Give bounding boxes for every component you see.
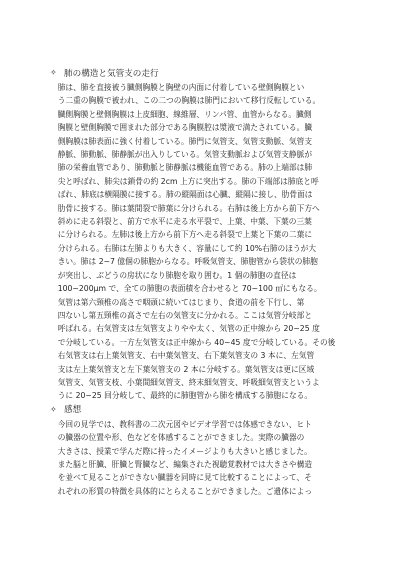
text-line: 気管支、気管支枝、小葉間細気管支、終末細気管支、呼吸細気管支というよ bbox=[57, 377, 320, 387]
text-line: 胸膜と壁側胸膜で囲まれた部分である胸膜腔は漿液で満たされている。臓 bbox=[57, 123, 313, 133]
paragraph-bronchus bbox=[50, 296, 364, 403]
text-line: 呼ばれる。右気管支は左気管支よりやや太く、気管の正中線から 20~25 度 bbox=[57, 324, 320, 334]
text-line: 斜めに走る斜裂と、前方で水平に走る水平裂で、上葉、中葉、下葉の三葉 bbox=[57, 217, 312, 227]
text-line: を並べて見ることができない臓器を同時に見て比較することによって、そ bbox=[57, 473, 312, 483]
text-line: れぞれの形質の特徴を具体的にとらえることができました。ご遺体によっ bbox=[57, 486, 313, 496]
text-line: 支は左上葉気管支と左下葉気管支の 2 本に分岐する。葉気管支は更に区域 bbox=[57, 364, 315, 374]
diamond-bullet-icon: ✧ bbox=[50, 404, 57, 414]
section-title: 肺の構造と気管支の走行 bbox=[64, 68, 159, 79]
text-line: 右気管支は右上葉気管支、右中葉気管支、右下葉気管支の 3 本に、左気管 bbox=[57, 351, 315, 361]
text-line: 分けられる。右肺は左肺よりも大きく、容量にして約 10%右肺のほうが大 bbox=[57, 243, 317, 253]
text-line: 肋骨に接する。肺は葉間裂で肺葉に分けられる。右肺は後上方から前下方へ bbox=[57, 203, 320, 213]
text-line: また脳と肝臓、肝臓と腎臓など、編集された視聴覚教材では大きさや構造 bbox=[57, 459, 313, 469]
text-line: 今回の見学では、教科書の二次元図やビデオ学習では体感できない、ヒト bbox=[57, 419, 312, 429]
text-line: 尖と呼ばれ、肺尖は鎖骨の約 2cm 上方に突出する。肺の下端部は肺底と呼 bbox=[57, 176, 319, 186]
text-line: 100~200μm で、全ての肺胞の表面積を合わせると 70~100 ㎡にもなる。 bbox=[57, 284, 322, 294]
section-heading-impressions bbox=[50, 403, 364, 416]
text-line: きい。肺は 2~7 億個の肺胞からなる。呼吸気管支、肺胞管から袋状の肺胞 bbox=[57, 257, 318, 267]
text-line: 静脈、肺動脈、肺静脈が出入りしている。気管支動脈および気管支静脈が bbox=[57, 150, 313, 160]
diamond-bullet-icon: ✧ bbox=[50, 68, 57, 77]
text-line: の臓器の位置や形、色などを体感することができました。実際の臓器の bbox=[57, 433, 305, 443]
text-line: ばれ、肺底は横隔膜に接する。肺の縦隔面は心臓、縦隔に接し、肋骨面は bbox=[57, 190, 313, 200]
section-heading-lung-structure bbox=[50, 66, 364, 79]
text-line: 臓側胸膜と壁側胸膜は上皮細胞、線維層、リンパ管、血管からなる。臓側 bbox=[57, 109, 312, 119]
text-line: 大きさは、授業で学んだ際に持ったイメージよりも大きいと感じました。 bbox=[57, 446, 312, 456]
text-line: に分けられる。左肺は後上方から前下方へ走る斜裂で上葉と下葉の二葉に bbox=[57, 230, 313, 240]
text-line: 気管は第六頸椎の高さで咽頭に続いてはじまり、食道の前を下行し、第 bbox=[57, 297, 305, 307]
section-body-impressions bbox=[50, 418, 364, 498]
section-body-lung-structure bbox=[50, 81, 364, 403]
text-line: 四ないし第五頸椎の高さで左右の気管支に分かれる。ここは気管分岐部と bbox=[57, 310, 313, 320]
paragraph-impressions bbox=[50, 418, 364, 498]
paragraph-lung bbox=[50, 81, 364, 296]
text-line: で分岐している。一方左気管支は正中線から 40~45 度で分岐している。その後 bbox=[57, 337, 336, 347]
text-line: が突出し、ぶどうの房状になり肺胞を取り囲む。1 個の肺胞の直径は bbox=[57, 270, 297, 280]
section-title: 感想 bbox=[64, 405, 82, 416]
text-line: 肺の栄養血管であり、肺動脈と肺静脈は機能血管である。肺の上端部は肺 bbox=[57, 163, 313, 173]
text-line: 肺は、肺を直接被う臓側胸膜と胸壁の内面に付着している壁側胸膜とい bbox=[57, 83, 305, 92]
text-line: うに 20~25 回分岐して、最終的に肺胞管から肺を構成する肺胞になる。 bbox=[57, 391, 313, 401]
text-line: 側胸膜は肺表面に強く付着している。肺門に気管支、気管支動脈、気管支 bbox=[57, 136, 313, 146]
text-line: う二重の胸膜で被われ、この二つの胸膜は肺門において移行反転している。 bbox=[57, 96, 321, 106]
